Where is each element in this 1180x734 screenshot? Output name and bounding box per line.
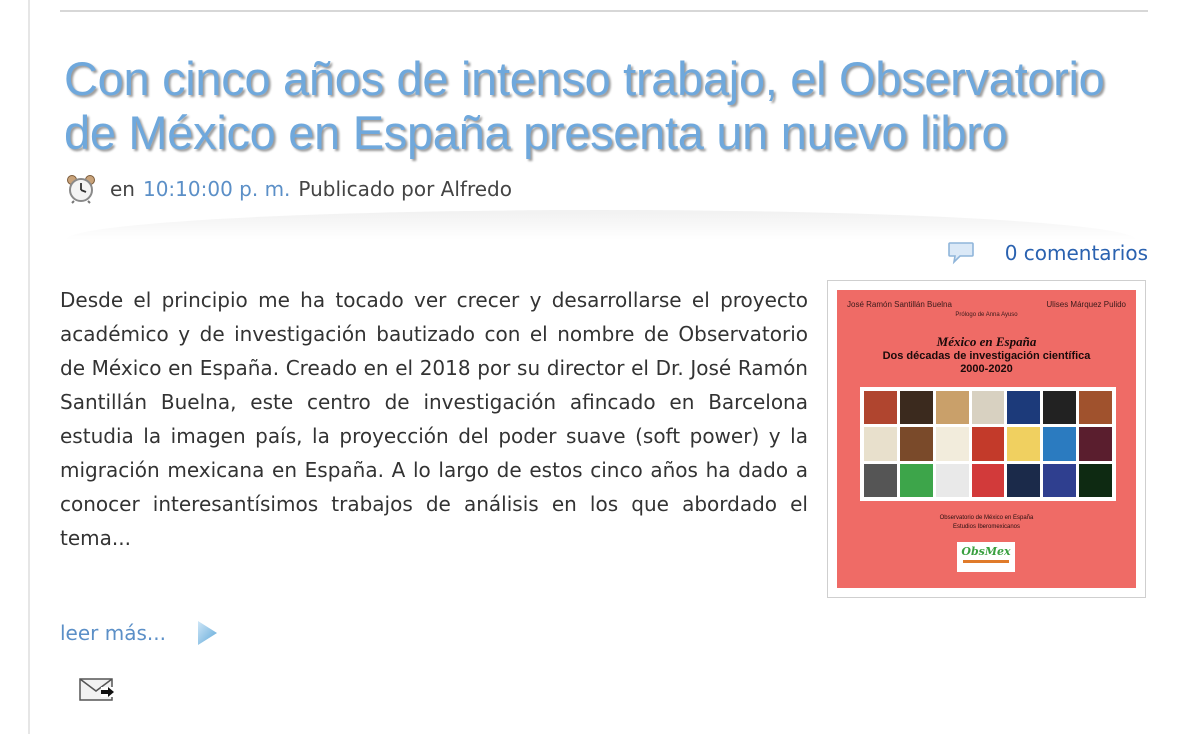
book-prologue: Prólogo de Anna Ayuso [955, 312, 1018, 318]
book-years: 2000-2020 [960, 363, 1013, 375]
obsmex-logo-text: ObsMex [961, 545, 1011, 558]
book-institute [837, 514, 1136, 532]
play-arrow-icon[interactable] [196, 620, 218, 646]
book-cover [837, 290, 1136, 588]
book-thumbnail-grid [860, 387, 1116, 501]
meta-prefix: en [110, 177, 135, 201]
left-border [28, 0, 30, 734]
logo-bar [963, 560, 1009, 563]
post-separator [60, 10, 1148, 12]
alarm-clock-icon [66, 174, 96, 204]
email-post-icon[interactable] [79, 678, 115, 702]
speech-bubble-icon [947, 240, 975, 266]
book-author-left: José Ramón Santillán Buelna [847, 300, 952, 309]
read-more-area[interactable] [60, 620, 218, 646]
meta-divider-shadow [66, 210, 1136, 240]
post-meta [66, 172, 512, 206]
post-excerpt: Desde el principio me ha tocado ver crecer y desarrollarse el proyecto académico y de investigación bautizado con el nombre de Observatorio de México en España. Creado en el 2018 por su director el Dr. José Ramón Santillán Buelna, este centro de investigación afincado en Barcelona estudia la imagen país, la proyección del poder suave (soft power) y la migración mexicana en España. A lo largo de estos cinco años ha dado a conocer interesantísimos trabajos de análisis en los que abordado el tema... [60, 288, 808, 550]
comments-link[interactable]: 0 comentarios [1004, 241, 1148, 265]
book-authors [847, 300, 1126, 309]
comments-link-area[interactable] [947, 240, 1148, 266]
book-institute-sub: Estudios Iberomexicanos [952, 524, 1021, 530]
post-time-link[interactable]: 10:10:00 p. m. [142, 177, 291, 201]
post-author: Publicado por Alfredo [298, 177, 512, 201]
book-institute-name: Observatorio de México en España [939, 515, 1034, 521]
book-title: México en España [936, 334, 1037, 349]
obsmex-logo [957, 542, 1015, 572]
read-more-link[interactable]: leer más... [60, 621, 166, 645]
book-subtitle-line: Dos décadas de investigación científica [882, 350, 1091, 362]
book-cover-image[interactable] [827, 280, 1146, 598]
book-subtitle [837, 350, 1136, 376]
post-title[interactable]: Con cinco años de intenso trabajo, el Observatorio de México en España presenta un nuevo libro [64, 52, 1105, 159]
book-author-right: Ulises Márquez Pulido [1046, 300, 1126, 309]
